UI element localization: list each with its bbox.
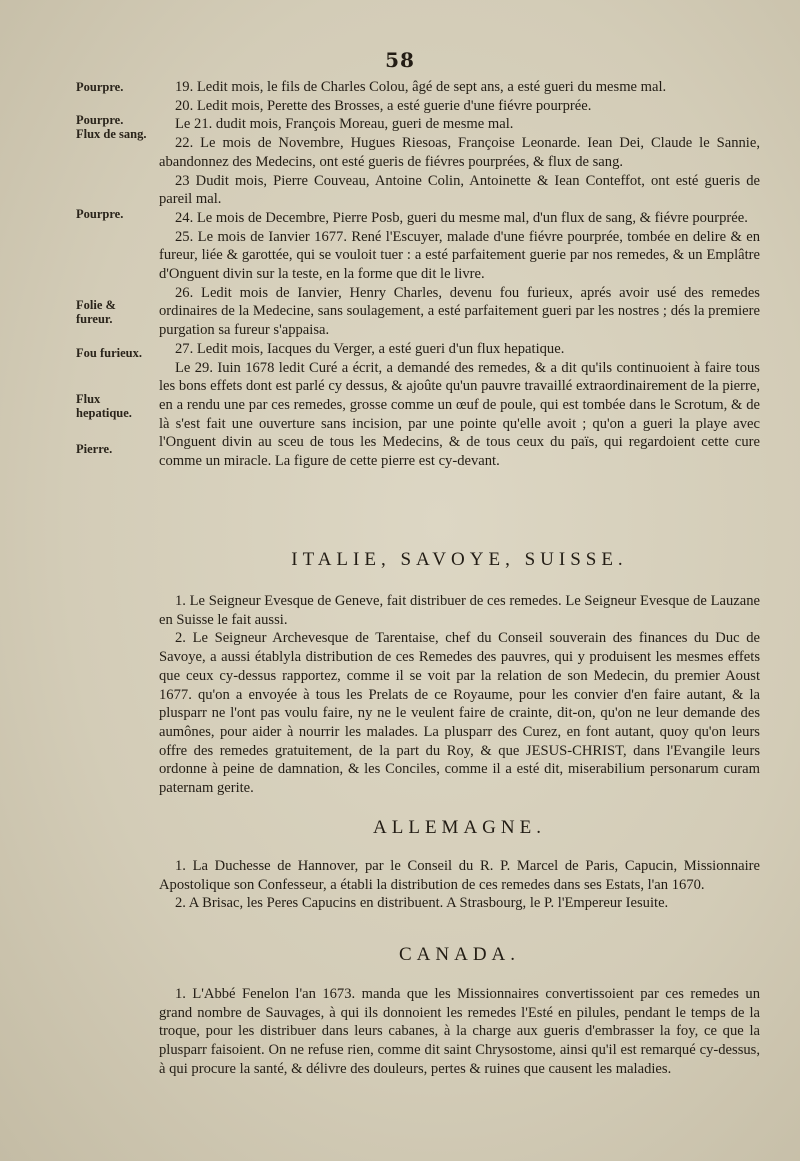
paragraph: 26. Ledit mois de Ianvier, Henry Charles, devenu fou furieux, aprés avoir usé des remedes ordinaires de la Medecine, sans soulagement, a esté parfaitement gueri par les nostres ; dés la premiere purgation sa fureur s'appaisa. [159,284,760,339]
margin-note-pourpre: Pourpre. [76,113,124,127]
paragraph: 1. Le Seigneur Evesque de Geneve, fait distribuer de ces remedes. Le Seigneur Evesque de Lauzane en Suisse le fait aussi. [159,593,760,628]
canada-section [159,985,760,1079]
margin-note-fou-furieux: Fou furieux. [76,346,142,360]
paragraph: 19. Ledit mois, le fils de Charles Colou, âgé de sept ans, a esté gueri du mesme mal. [175,79,667,95]
paragraph: 27. Ledit mois, Iacques du Verger, a esté gueri d'un flux hepatique. [175,340,565,357]
paragraph: 20. Ledit mois, Perette des Brosses, a esté guerie d'une fiévre pourprée. [175,97,592,114]
italie-section [159,592,760,798]
paragraph: 25. Le mois de Ianvier 1677. René l'Escuyer, malade d'une fiévre pourprée, tombée en delire & en fureur, liée & garottée, qui se vouloit tuer : a esté parfaitement guerie par nos remedes, & un Emplâtre d'Onguent divin sur la teste, en la forme que dit le livre. [159,228,760,283]
margin-note-flux-hepatique: Flux hepatique. [76,392,132,420]
france-cures-section [159,78,760,471]
margin-note-flux-de-sang: Flux de sang. [76,127,147,141]
allemagne-section [159,857,760,913]
margin-note-pourpre: Pourpre. [76,207,124,221]
paragraph: 2. Le Seigneur Archevesque de Tarentaise, chef du Conseil souverain des finances du Duc de Savoye, a aussi établyla distribution de ces Remedes des pauvres, qui y produisent les mesmes effets que ceux cy-dessus rapportez, comme il se voit par la relation de son Medecin, du premier Aoust 1677. qu'on a envoyée à tous les Prelats de ce Royaume, pour les convier d'en faire autant, & la plusparr ne l'ont pas voulu faire, ny ne le veulent faire de crainte, dit-on, qu'on ne leur demande des aumônes, pour aider à nourrir les malades. La plusparr des Curez, en font autant, quoy qu'on leurs offre des remedes gratuitement, de la part du Roy, & que JESUS-CHRIST, dans l'Evangile leurs ordonne à peine de damnation, & les Conciles, comme il a esté dit, miserabilium personarum curam paternam gerite. [159,630,760,797]
margin-note-pourpre: Pourpre. [76,80,124,94]
section-heading-allemagne: ALLEMAGNE. [373,817,546,838]
paragraph: Le 29. Iuin 1678 ledit Curé a écrit, a demandé des remedes, & a dit qu'ils continuoient à faire tous les bons effets dont est parlé cy dessus, & ajoûte qu'un pauvre travaillé extraordinairement de la pierre, en a rendu une par ces remedes, grosse comme un œuf de poule, qui est tombée dans le Scrotum, & de là s'est fait une ouverture sans incision, par une pointe qu'elle avoit ; qu'on a gueri la playe avec l'Onguent divin au sceu de tous les Medecins, & de tous ceux du païs, qui regardoient cette cure comme un miracle. La figure de cette pierre est cy-devant. [159,359,760,470]
paragraph: 1. La Duchesse de Hannover, par le Conseil du R. P. Marcel de Paris, Capucin, Missionnaire Apostolique son Confesseur, a établi la distribution de ces remedes dans ses Estats, l'an 1670. [159,858,760,893]
paragraph: Le 21. dudit mois, François Moreau, gueri de mesme mal. [175,116,514,133]
section-heading-italie: ITALIE, SAVOYE, SUISSE. [291,549,628,570]
page-number: 58 [385,48,415,72]
margin-note-folie-fureur: Folie & fureur. [76,298,116,326]
section-heading-canada: CANADA. [398,944,521,965]
paragraph: 2. A Brisac, les Peres Capucins en distribuent. A Strasbourg, le P. l'Empereur Iesuite. [175,895,669,912]
paragraph: 23 Dudit mois, Pierre Couveau, Antoine Colin, Antoinette & Iean Conteffot, ont esté gueris de pareil mal. [159,172,760,208]
paragraph: 22. Le mois de Novembre, Hugues Riesoas, Françoise Leonarde. Iean Dei, Claude le Sannie, abandonnez des Medecins, ont esté gueris de fiévres pourprées, & flux de sang. [159,135,760,170]
paragraph: 1. L'Abbé Fenelon l'an 1673. manda que les Missionnaires convertissoient par ces remedes un grand nombre de Sauvages, à qui ils donnoient les remedes l'Esté en pilules, pendant le temps de la troque, pour les distribuer dans leurs cabanes, à la charge aux gueris d'embrasser la foy, ce que la plusparr faisoient. On ne refuse rien, comme dit saint Chrysostome, ainsi qu'il est remarqué cy-dessus, à qui procure la santé, & délivre des douleurs, pertes & ruines que causent les maladies. [159,986,760,1077]
margin-note-pierre: Pierre. [76,442,113,456]
paragraph: 24. Le mois de Decembre, Pierre Posb, gueri du mesme mal, d'un flux de sang, & fiévre pourprée. [175,209,748,226]
